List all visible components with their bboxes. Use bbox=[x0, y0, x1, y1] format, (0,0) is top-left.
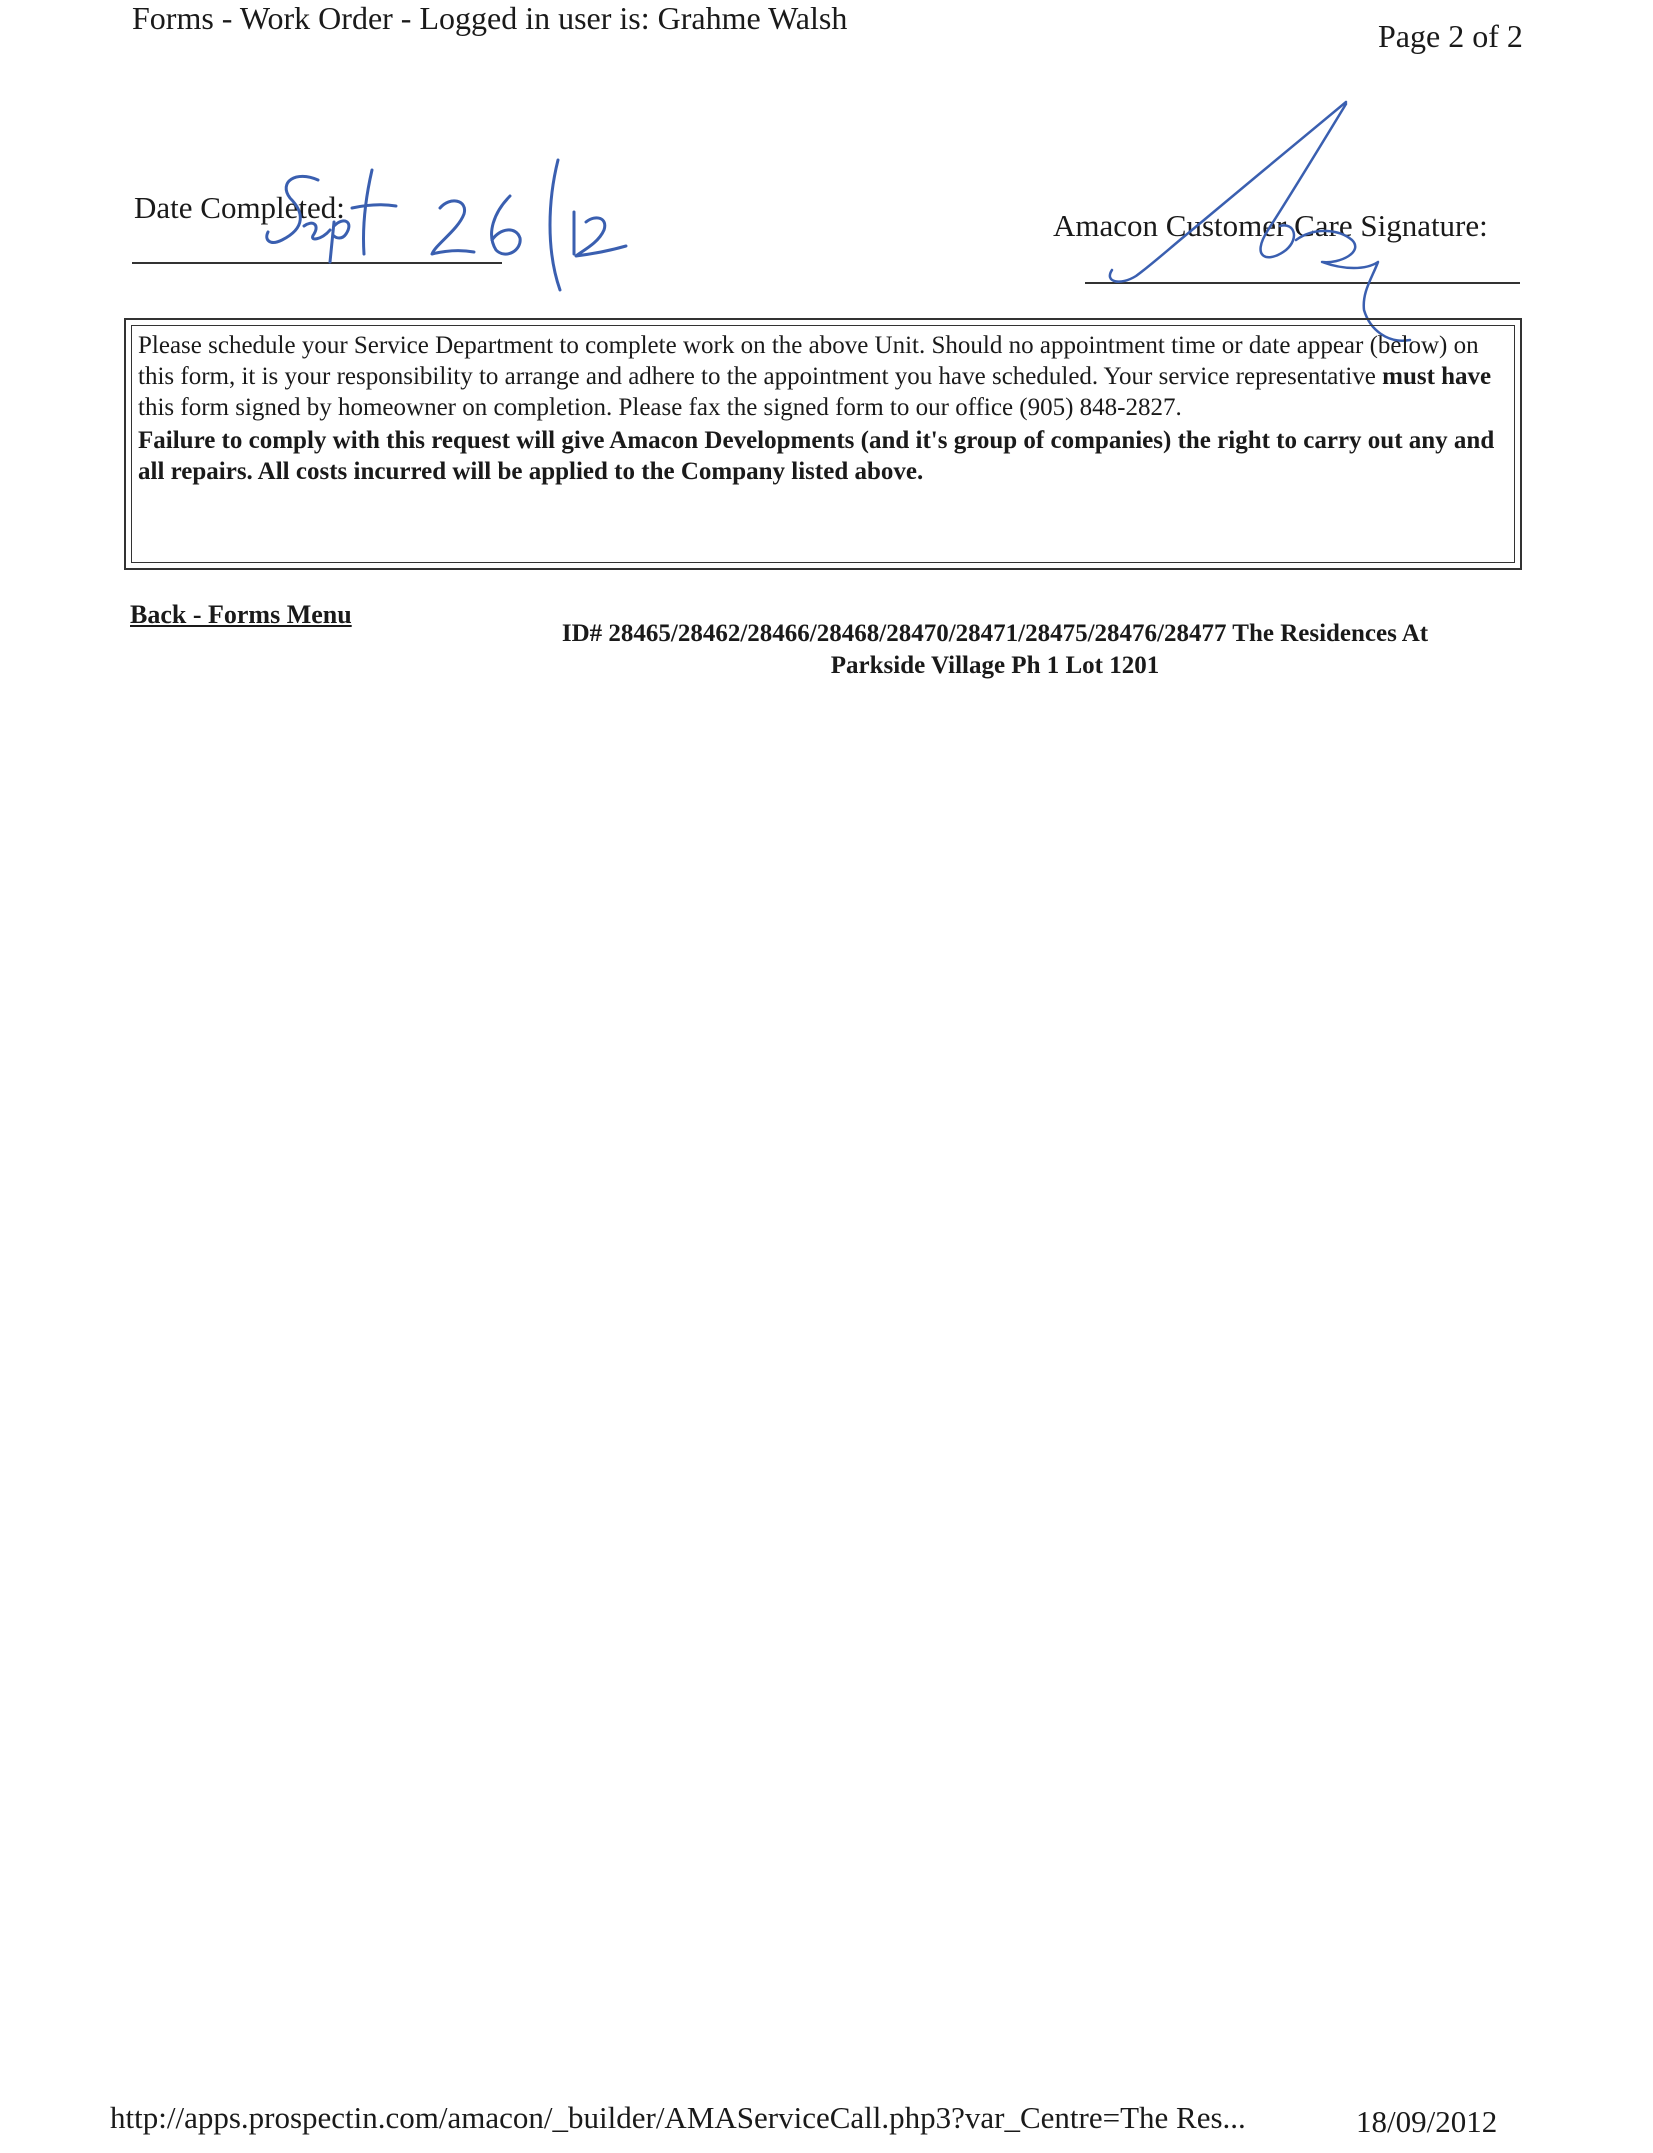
notice-inner-border bbox=[131, 325, 1515, 563]
notice-box bbox=[124, 318, 1522, 570]
signature-label: Amacon Customer Care Signature: bbox=[1053, 208, 1488, 243]
date-completed-label: Date Completed: bbox=[134, 190, 345, 225]
date-completed-line bbox=[132, 262, 502, 264]
notice-paragraph bbox=[138, 330, 1508, 423]
notice-warning: Failure to comply with this request will give Amacon Developments (and it's group of companies) the right to carry out any and all repairs. All costs incurred will be applied to the Company listed above. bbox=[138, 427, 1495, 485]
notice-emphasis: must have bbox=[1382, 363, 1492, 390]
signature-line bbox=[1085, 282, 1520, 284]
work-order-id-line: ID# 28465/28462/28466/28468/28470/28471/28475/28476/28477 The Residences At bbox=[561, 620, 1429, 647]
back-forms-menu-link[interactable]: Back - Forms Menu bbox=[130, 600, 352, 629]
work-order-reference bbox=[480, 618, 1510, 682]
notice-text-end: this form signed by homeowner on completion. Please fax the signed form to our office (905) 848-2827. bbox=[138, 394, 1182, 421]
work-order-location-line: Parkside Village Ph 1 Lot 1201 bbox=[830, 652, 1160, 679]
footer-date: 18/09/2012 bbox=[1356, 2104, 1498, 2139]
notice-text-start: Please schedule your Service Department to complete work on the above Unit. Should no appointment time or date appear (below) on this form, it is your responsibility to arrange and adhere to the appointment you have scheduled. Your service representative bbox=[138, 332, 1479, 390]
page-number: Page 2 of 2 bbox=[1378, 18, 1523, 54]
header-title: Forms - Work Order - Logged in user is: Grahme Walsh bbox=[132, 0, 848, 36]
footer-url: http://apps.prospectin.com/amacon/_builder/AMAServiceCall.php3?var_Centre=The Res... bbox=[110, 2100, 1246, 2135]
